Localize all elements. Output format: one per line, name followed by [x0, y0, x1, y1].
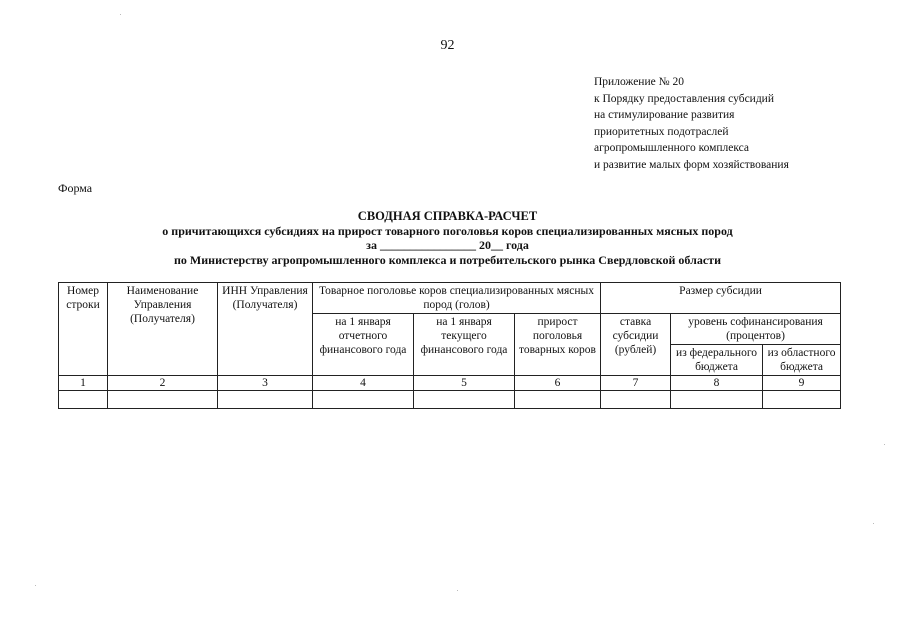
- column-number: 1: [59, 376, 108, 391]
- table-cell: [313, 391, 414, 409]
- column-number: 8: [671, 376, 763, 391]
- table-cell: [515, 391, 601, 409]
- column-number-row: [59, 376, 841, 391]
- table-cell: [763, 391, 841, 409]
- column-number: 9: [763, 376, 841, 391]
- column-number: 2: [108, 376, 218, 391]
- column-number: 4: [313, 376, 414, 391]
- header-livestock-group: Товарное поголовье коров специализированных мясных пород (голов): [313, 283, 601, 314]
- appendix-reference: [594, 74, 789, 173]
- document-subtitle: о причитающихся субсидиях на прирост товарного поголовья коров специализированных мясных пород: [162, 223, 733, 238]
- scan-speck: [873, 523, 874, 524]
- appendix-line: на стимулирование развития: [594, 109, 735, 121]
- table-cell: [671, 391, 763, 409]
- header-jan1-current-year: на 1 января текущего финансового года: [414, 314, 515, 376]
- scan-speck: [120, 14, 121, 15]
- appendix-line: приоритетных подотраслей: [594, 125, 729, 138]
- header-regional-budget: из областного бюджета: [763, 345, 841, 376]
- document-title-block: [0, 209, 895, 267]
- page-number: 92: [440, 38, 455, 53]
- scan-speck: [457, 590, 458, 591]
- table-cell: [59, 391, 108, 409]
- table-cell: [108, 391, 218, 409]
- subsidy-calculation-table: [58, 282, 841, 409]
- column-number: 6: [515, 376, 601, 391]
- column-number: 3: [218, 376, 313, 391]
- appendix-line: и развитие малых форм хозяйствования: [594, 158, 789, 171]
- header-livestock-growth: прирост поголовья товарных коров: [515, 314, 601, 376]
- header-subsidy-rate: ставка субсидии (рублей): [601, 314, 671, 376]
- table-cell: [218, 391, 313, 409]
- period-line: за ________________ 20__ года: [366, 238, 529, 252]
- header-recipient-inn: ИНН Управления (Получателя): [218, 283, 313, 376]
- header-subsidy-group: Размер субсидии: [601, 283, 841, 314]
- document-title: СВОДНАЯ СПРАВКА-РАСЧЕТ: [357, 209, 538, 223]
- appendix-line: к Порядку предоставления субсидий: [594, 92, 774, 105]
- ministry-line: по Министерству агропромышленного комплекса и потребительского рынка Свердловской области: [174, 252, 721, 267]
- appendix-line: Приложение № 20: [594, 76, 684, 88]
- header-row-number: Номер строки: [59, 283, 108, 376]
- column-number: 7: [601, 376, 671, 391]
- appendix-line: агропромышленного комплекса: [594, 142, 750, 154]
- scan-speck: [884, 444, 885, 445]
- table-header-row: [59, 283, 841, 314]
- table-cell: [601, 391, 671, 409]
- header-cofinancing-level: уровень софинансирования (процентов): [671, 314, 841, 345]
- header-federal-budget: из федерального бюджета: [671, 345, 763, 376]
- header-jan1-reporting-year: на 1 января отчетного финансового года: [313, 314, 414, 376]
- table-row: [59, 391, 841, 409]
- form-label: Форма: [58, 181, 93, 195]
- scan-speck: [35, 585, 36, 586]
- header-recipient-name: Наименование Управления (Получателя): [108, 283, 218, 376]
- table-cell: [414, 391, 515, 409]
- column-number: 5: [414, 376, 515, 391]
